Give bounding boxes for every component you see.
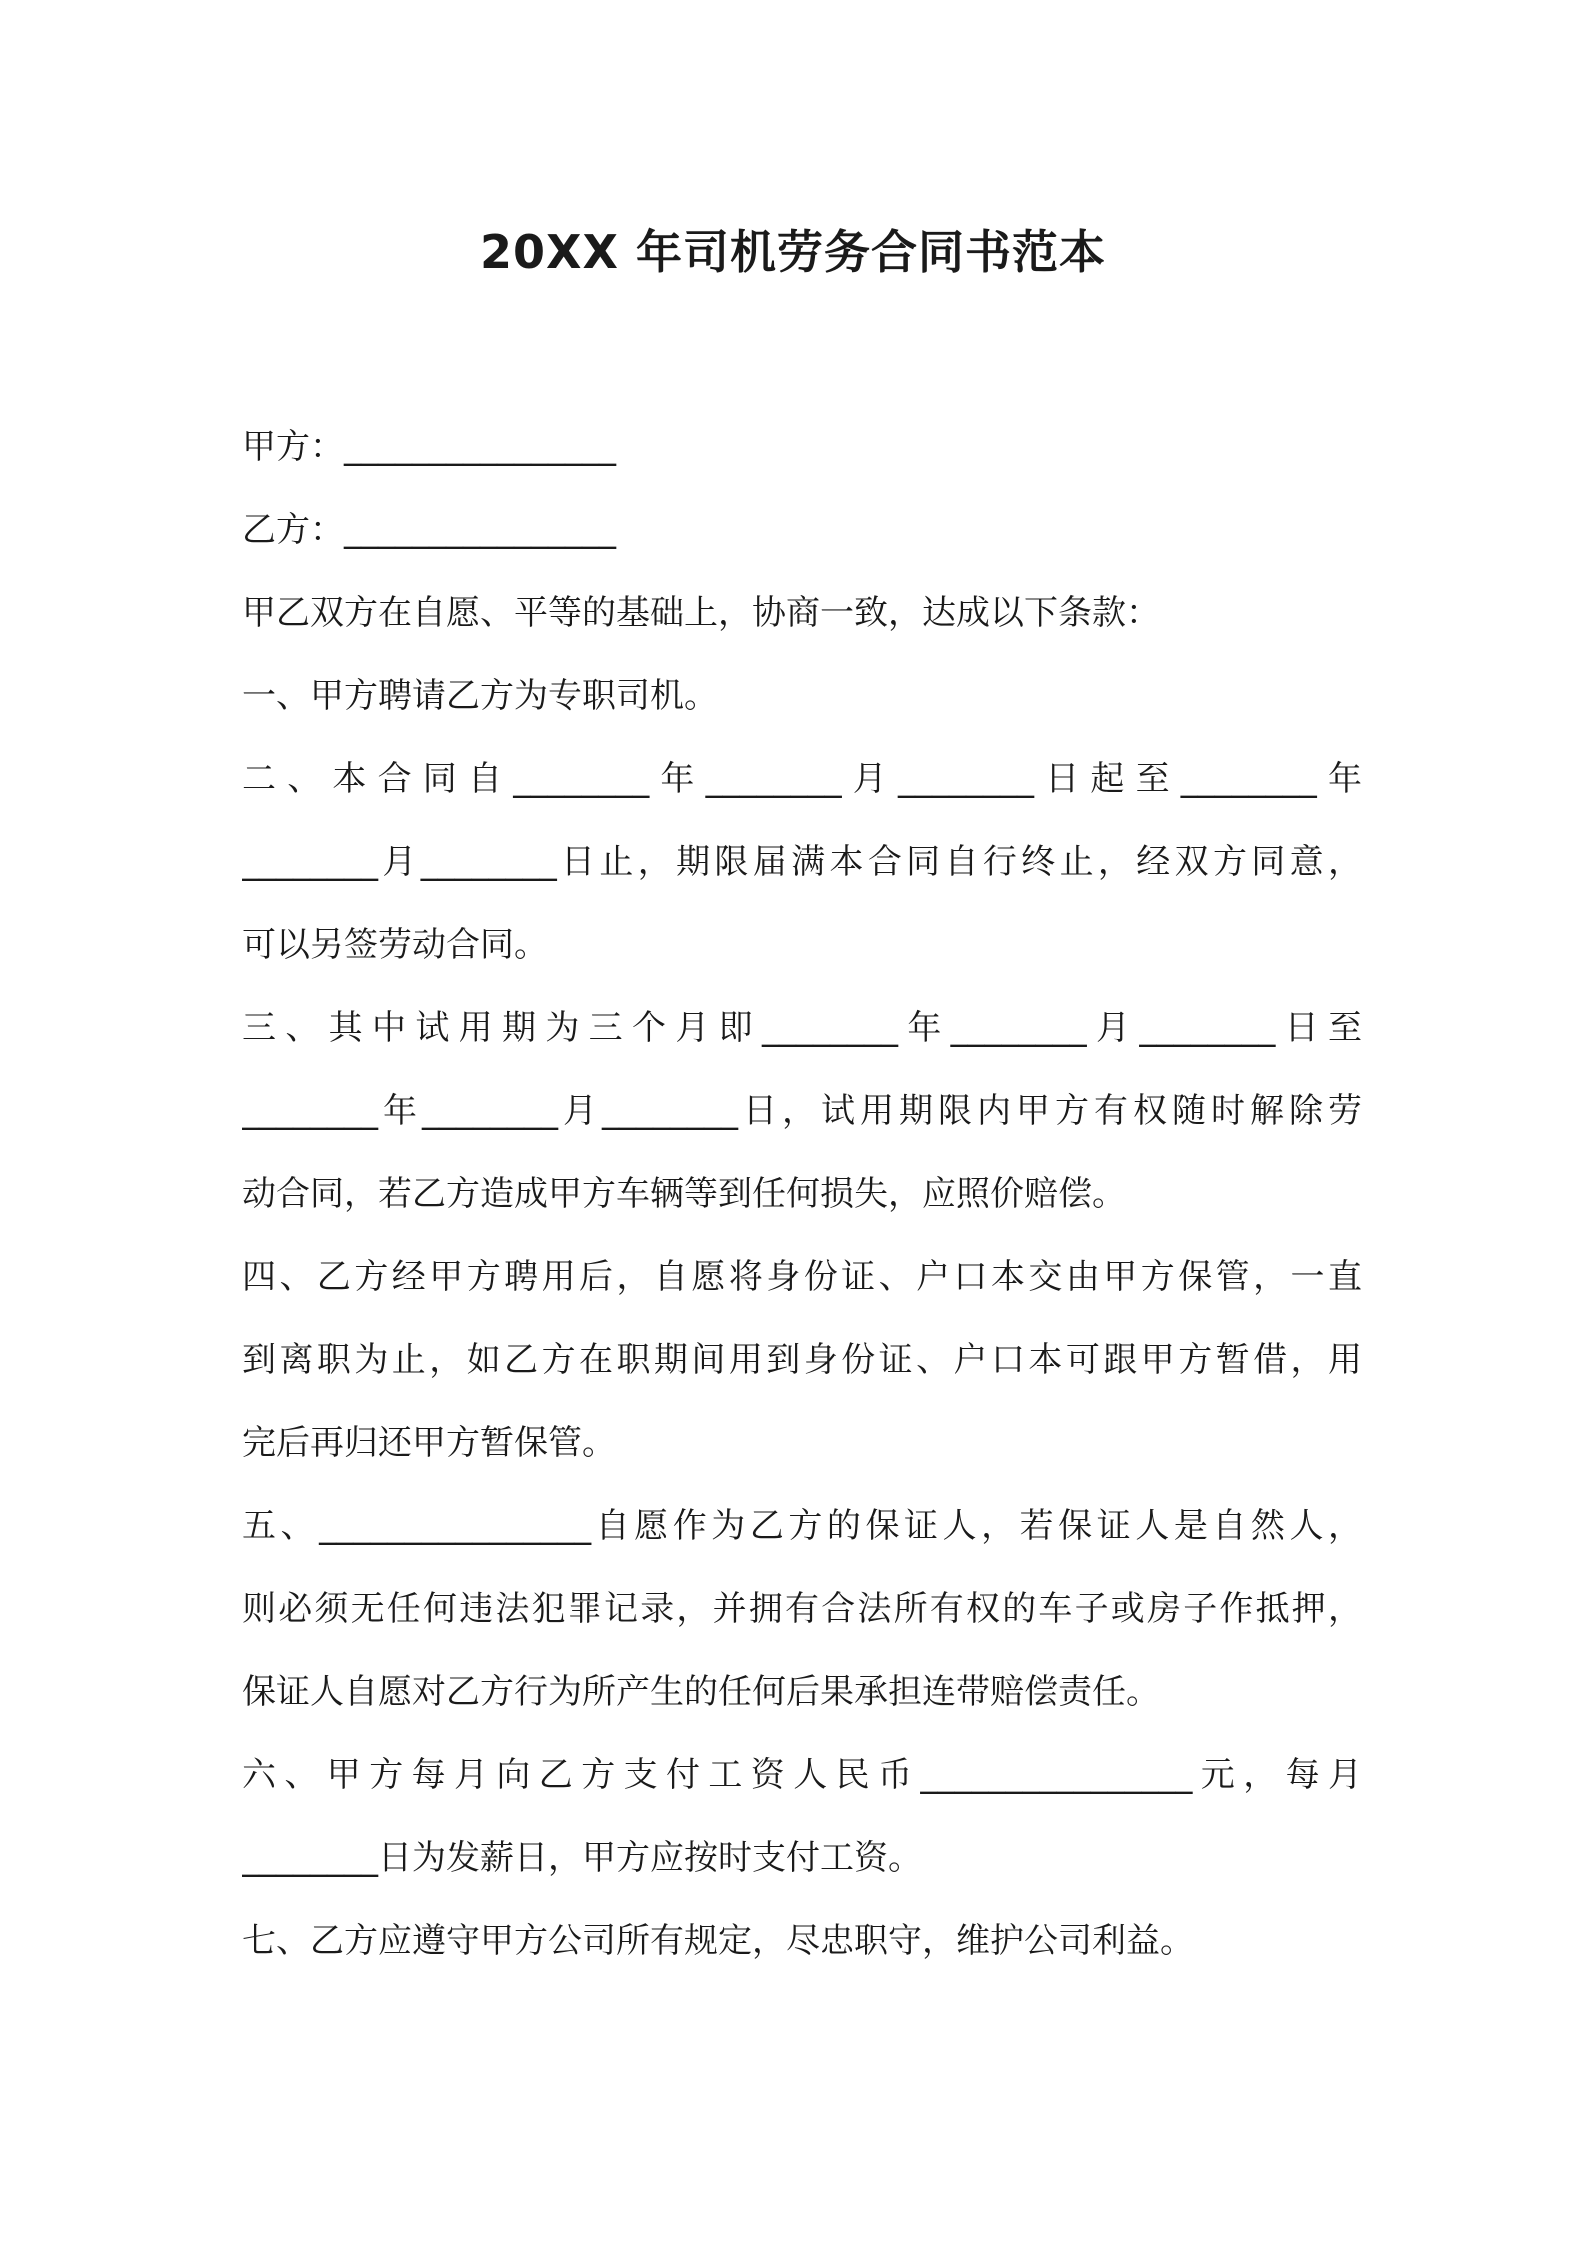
clause-6-line-2: ________日为发薪日，甲方应按时支付工资。 — [242, 1838, 922, 1878]
clause-5-line-1: 五、________________自愿作为乙方的保证人，若保证人是自然人， — [242, 1506, 1362, 1546]
clause-1-line-1: 一、甲方聘请乙方为专职司机。 — [242, 676, 718, 716]
clause-4-line-3: 完后再归还甲方暂保管。 — [242, 1423, 616, 1463]
clause-2-line-1: 二、本合同自________年________月________日起至________年 — [242, 759, 1362, 799]
clause-3-line-1: 三、其中试用期为三个月即________年________月________日至 — [242, 1008, 1362, 1048]
clause-7-line-1: 七、乙方应遵守甲方公司所有规定，尽忠职守，维护公司利益。 — [242, 1921, 1194, 1961]
clause-4-line-1: 四、乙方经甲方聘用后，自愿将身份证、户口本交由甲方保管，一直 — [242, 1257, 1362, 1297]
clause-6-line-1: 六、甲方每月向乙方支付工资人民币________________元，每月 — [242, 1755, 1362, 1795]
clause-5-line-2: 则必须无任何违法犯罪记录，并拥有合法所有权的车子或房子作抵押， — [242, 1589, 1362, 1629]
clause-2-line-2: ________月________日止，期限届满本合同自行终止，经双方同意， — [242, 842, 1362, 882]
document-body — [242, 406, 1362, 1983]
preamble-line: 甲乙双方在自愿、平等的基础上，协商一致，达成以下条款： — [242, 593, 1160, 633]
clause-2-line-3: 可以另签劳动合同。 — [242, 925, 548, 965]
clause-4-line-2: 到离职为止，如乙方在职期间用到身份证、户口本可跟甲方暂借，用 — [242, 1340, 1362, 1380]
clause-3-line-3: 动合同，若乙方造成甲方车辆等到任何损失，应照价赔偿。 — [242, 1174, 1126, 1214]
party-a-line: 甲方：________________ — [242, 427, 616, 467]
clause-5-line-3: 保证人自愿对乙方行为所产生的任何后果承担连带赔偿责任。 — [242, 1672, 1160, 1712]
document-title: 20XX 年司机劳务合同书范本 — [480, 225, 1106, 279]
party-b-line: 乙方：________________ — [242, 510, 616, 550]
clause-3-line-2: ________年________月________日，试用期限内甲方有权随时解除劳 — [242, 1091, 1362, 1131]
